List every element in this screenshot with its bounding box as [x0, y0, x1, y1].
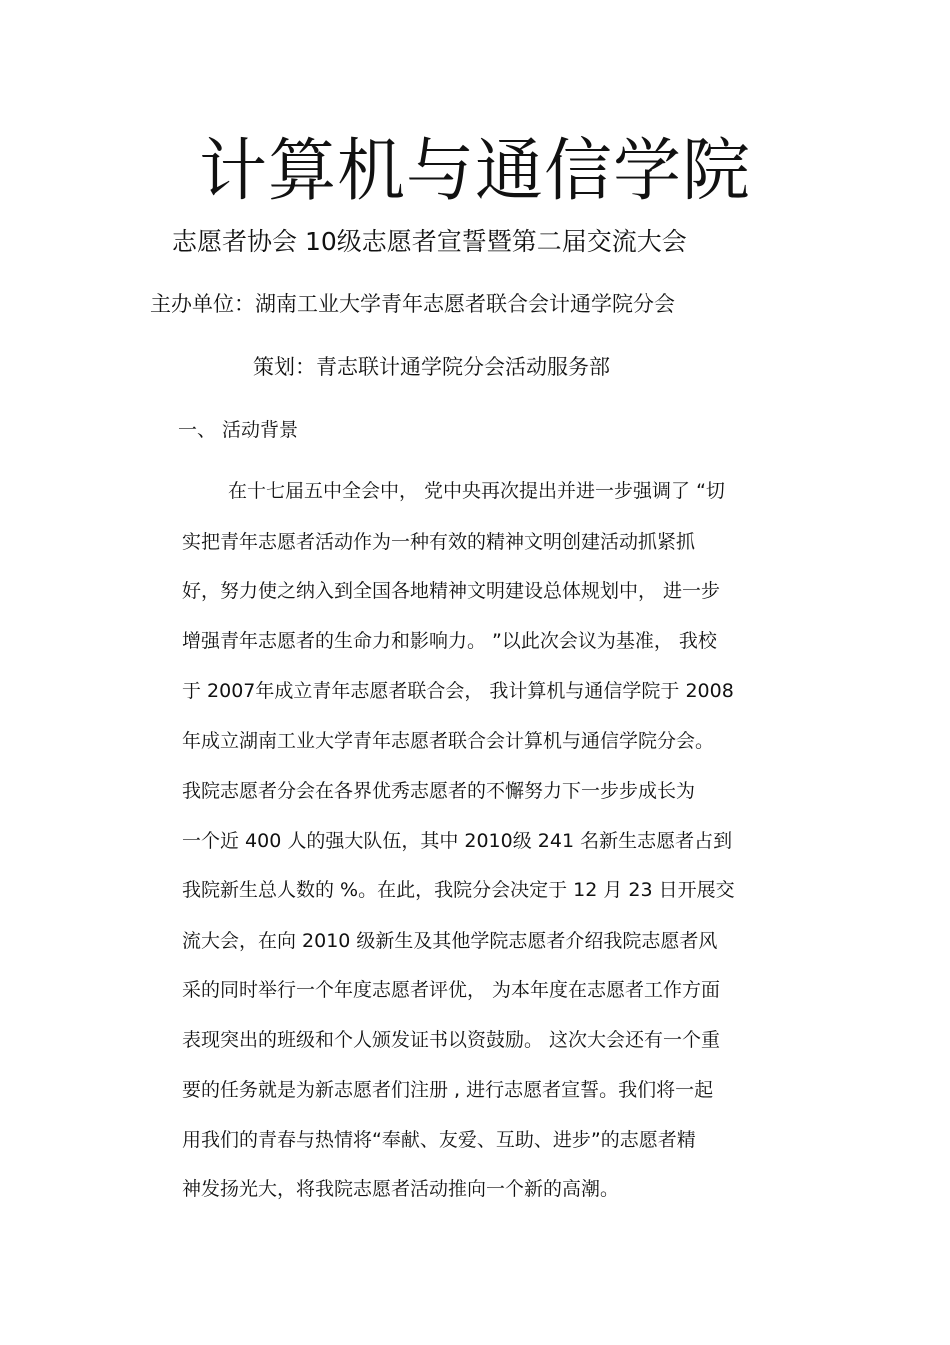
body-line: 流大会，在向 2010 级新生及其他学院志愿者介绍我院志愿者风 [182, 930, 718, 952]
body-line: 表现突出的班级和个人颁发证书以资鼓励。 这次大会还有一个重 [182, 1029, 721, 1051]
body-line: 一个近 400 人的强大队伍，其中 2010级 241 名新生志愿者占到 [182, 830, 733, 852]
section-heading: 一、 活动背景 [178, 419, 299, 441]
body-line: 在十七届五中全会中， 党中央再次提出并进一步强调了 “切 [228, 480, 725, 502]
body-line: 采的同时举行一个年度志愿者评优， 为本年度在志愿者工作方面 [182, 979, 721, 1001]
body-line: 用我们的青春与热情将“奉献、友爱、互助、进步”的志愿者精 [182, 1129, 696, 1151]
body-line: 好，努力使之纳入到全国各地精神文明建设总体规划中， 进一步 [182, 580, 721, 602]
body-line: 增强青年志愿者的生命力和影响力。 ”以此次会议为基准， 我校 [182, 630, 717, 652]
organizer-line: 主办单位：湖南工业大学青年志愿者联合会计通学院分会 [150, 292, 675, 316]
document-subtitle: 志愿者协会 10级志愿者宣誓暨第二届交流大会 [172, 227, 687, 256]
body-line: 年成立湖南工业大学青年志愿者联合会计算机与通信学院分会。 [182, 730, 715, 752]
planner-line: 策划：青志联计通学院分会活动服务部 [253, 355, 610, 379]
body-line: 我院志愿者分会在各界优秀志愿者的不懈努力下一步步成长为 [182, 780, 696, 802]
body-line: 要的任务就是为新志愿者们注册 , 进行志愿者宣誓。我们将一起 [182, 1079, 714, 1101]
body-line: 神发扬光大，将我院志愿者活动推向一个新的高潮。 [182, 1178, 620, 1200]
body-line: 实把青年志愿者活动作为一种有效的精神文明创建活动抓紧抓 [182, 531, 696, 553]
document-title: 计算机与通信学院 [198, 132, 751, 211]
body-line: 我院新生总人数的 %。在此，我院分会决定于 12 月 23 日开展交 [182, 879, 735, 901]
body-line: 于 2007年成立青年志愿者联合会， 我计算机与通信学院于 2008 [182, 680, 734, 702]
